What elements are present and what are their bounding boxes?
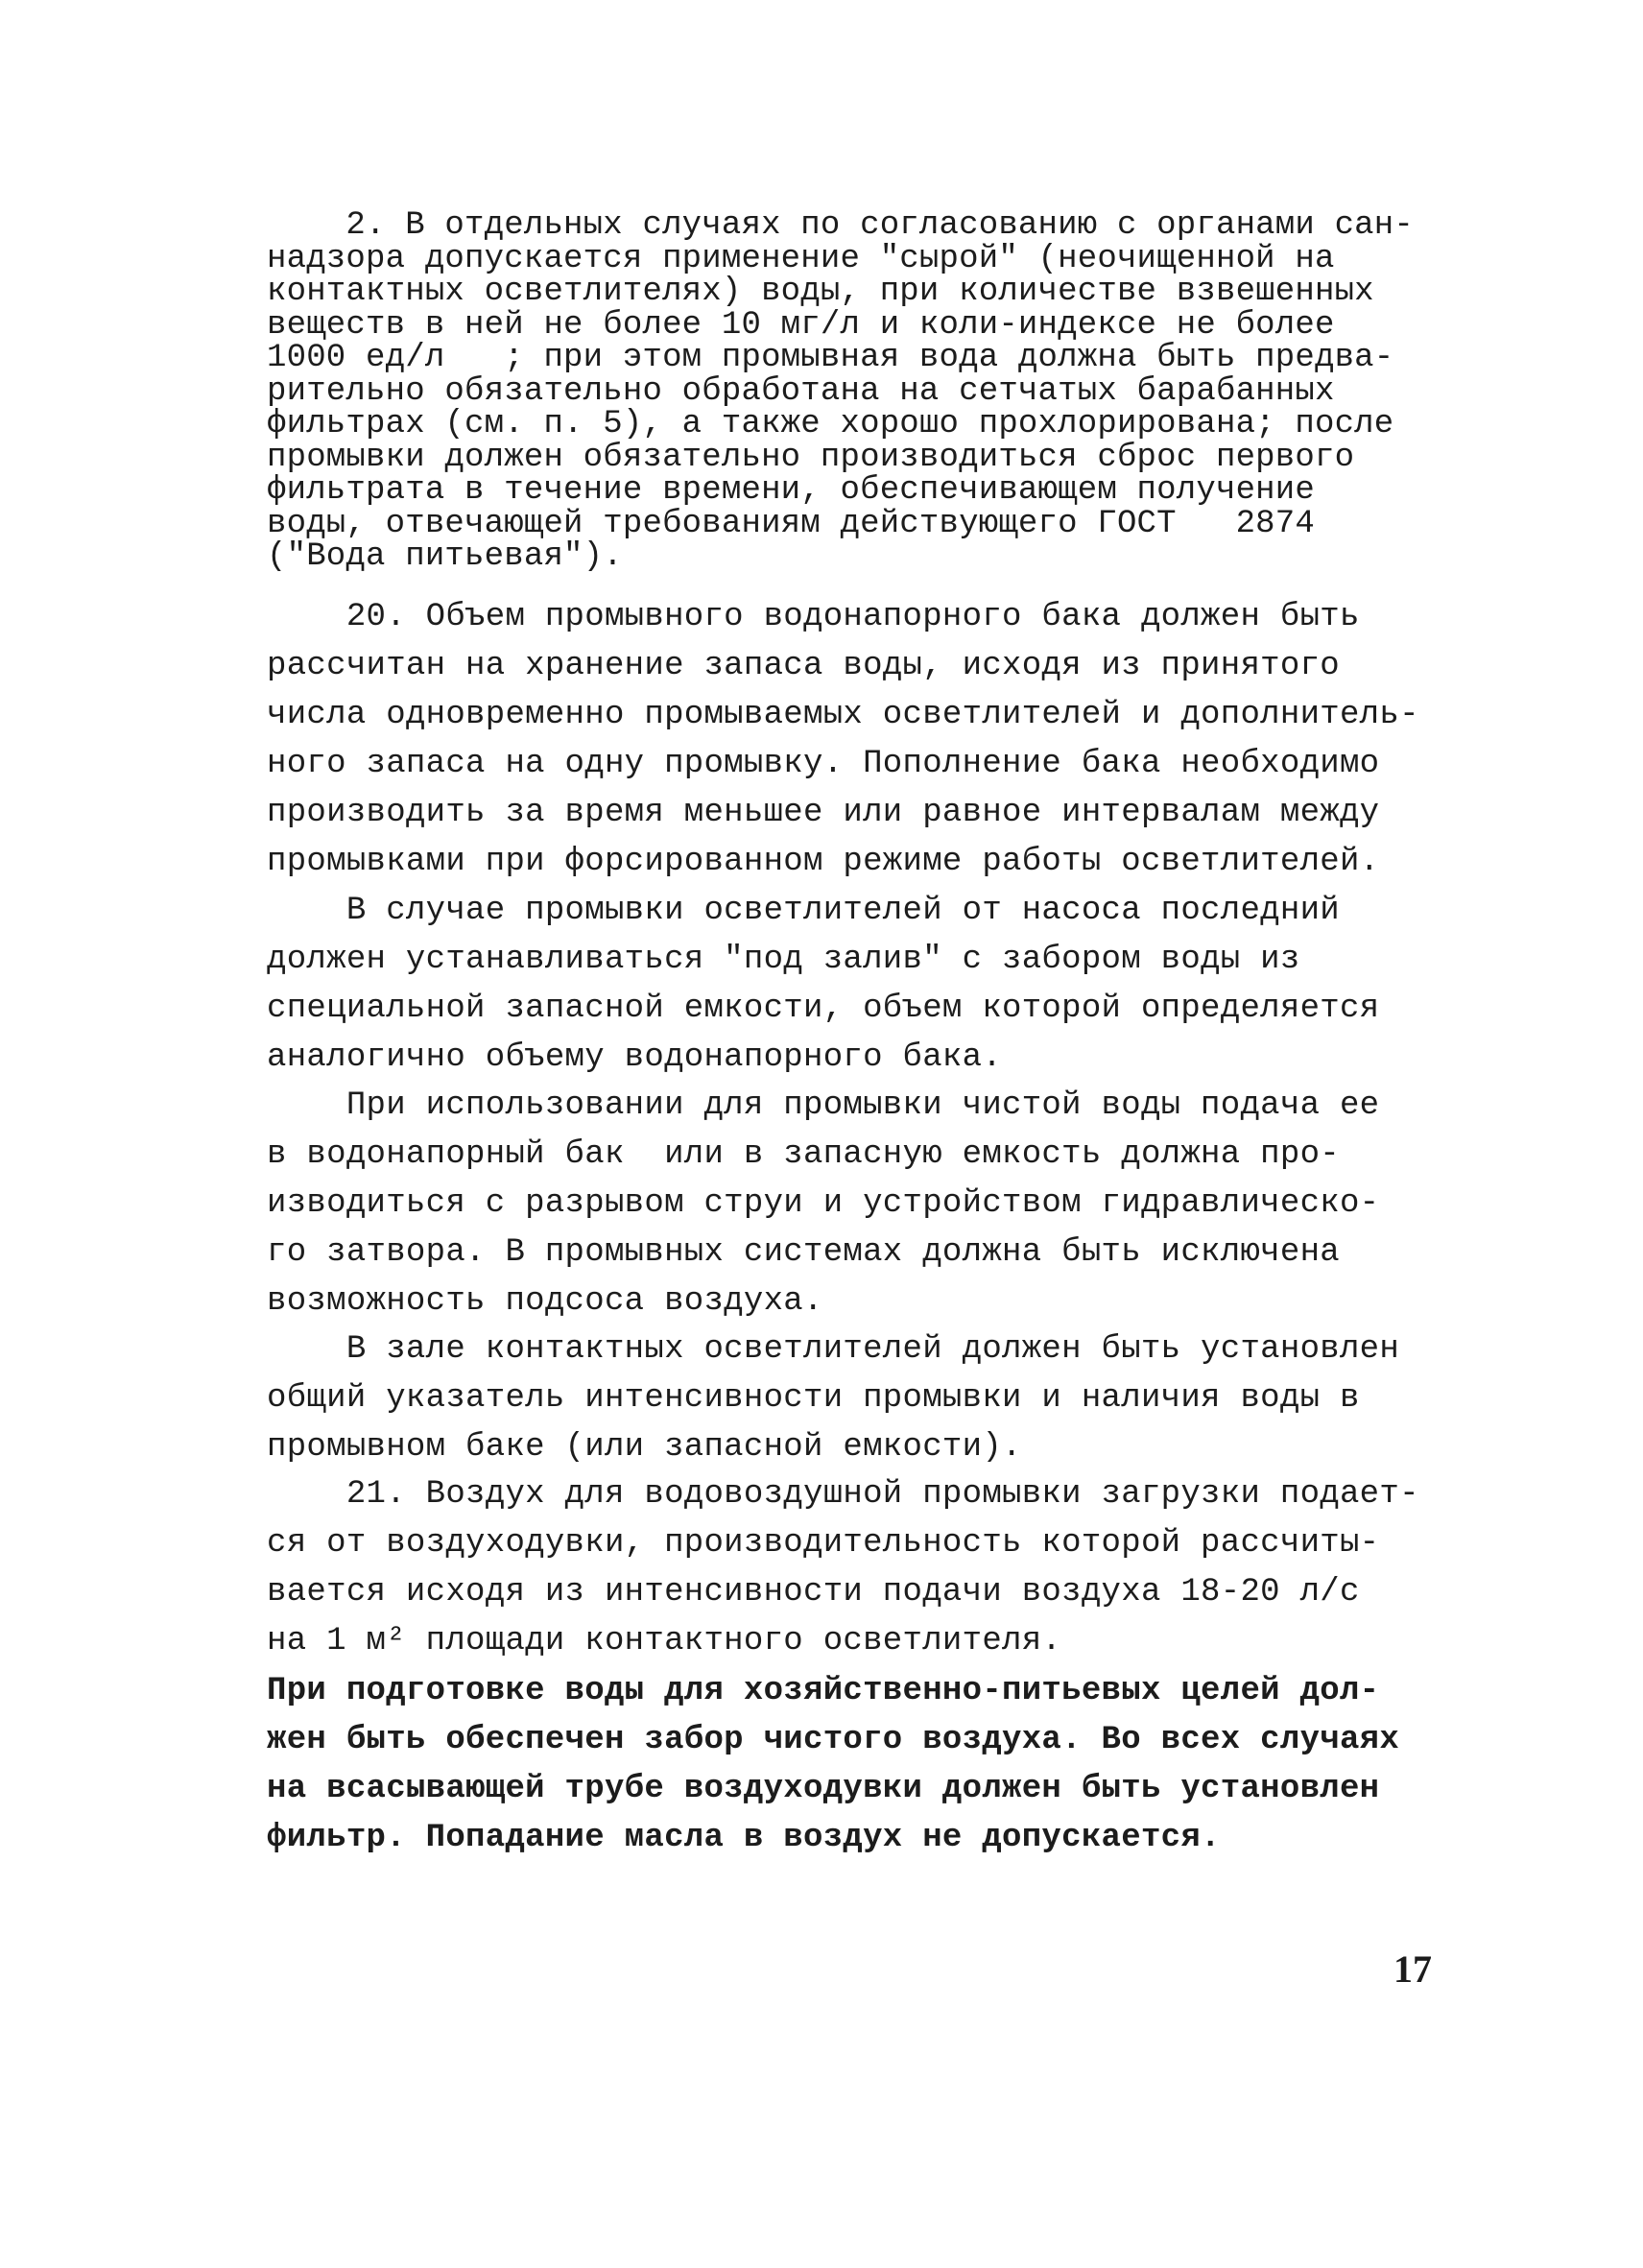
page-number: 17 bbox=[1393, 1947, 1432, 1991]
text-line: на 1 м² площади контактного осветлителя. bbox=[267, 1623, 1062, 1659]
text-line: аналогично объему водонапорного бака. bbox=[267, 1039, 1003, 1076]
text-line: изводиться с разрывом струи и устройством гидравлическо- bbox=[267, 1185, 1380, 1222]
text-line: 20. Объем промывного водонапорного бака должен быть bbox=[267, 599, 1360, 635]
text-line: рительно обязательно обработана на сетчатых барабанных bbox=[267, 372, 1335, 410]
text-line: 1000 ед/л ; при этом промывная вода должна быть предва- bbox=[267, 340, 1394, 376]
text-line: промывками при форсированном режиме работы осветлителей. bbox=[267, 844, 1380, 880]
text-line: В зале контактных осветлителей должен быть установлен bbox=[267, 1331, 1400, 1368]
paragraph-20 bbox=[267, 593, 1419, 887]
text-line: надзора допускается применение "сырой" (неочищенной на bbox=[267, 240, 1335, 277]
text-line: 2. В отдельных случаях по согласованию с органами сан- bbox=[267, 207, 1414, 244]
text-line: При подготовке воды для хозяйственно-питьевых целей дол- bbox=[267, 1673, 1380, 1709]
text-line: ного запаса на одну промывку. Пополнение бака необходимо bbox=[267, 746, 1380, 782]
text-line: на всасывающей трубе воздуходувки должен быть установлен bbox=[267, 1771, 1380, 1807]
paragraph-clean-water bbox=[267, 1082, 1399, 1326]
paragraph-21 bbox=[267, 1470, 1419, 1666]
text-line: в водонапорный бак или в запасную емкость должна про- bbox=[267, 1136, 1340, 1173]
text-line: фильтрата в течение времени, обеспечивающем получение bbox=[267, 472, 1315, 509]
text-line: промывном баке (или запасной емкости). bbox=[267, 1429, 1022, 1466]
text-line: В случае промывки осветлителей от насоса последний bbox=[267, 893, 1340, 929]
text-line: 21. Воздух для водовоздушной промывки загрузки подает- bbox=[267, 1476, 1419, 1513]
paragraph-air-filter bbox=[267, 1667, 1399, 1863]
text-line: рассчитан на хранение запаса воды, исходя из принятого bbox=[267, 648, 1340, 684]
text-line: промывки должен обязательно производиться сброс первого bbox=[267, 439, 1355, 476]
text-line: фильтрах (см. п. 5), а также хорошо прохлорирована; после bbox=[267, 406, 1394, 442]
text-line: числа одновременно промываемых осветлителей и дополнитель- bbox=[267, 697, 1419, 733]
text-line: ("Вода питьевая"). bbox=[267, 538, 623, 575]
text-line: должен устанавливаться "под залив" с забором воды из bbox=[267, 942, 1300, 978]
text-line: ся от воздуходувки, производительность которой рассчиты- bbox=[267, 1525, 1380, 1562]
text-line: фильтр. Попадание масла в воздух не допускается. bbox=[267, 1820, 1221, 1856]
text-line: жен быть обеспечен забор чистого воздуха. Во всех случаях bbox=[267, 1722, 1400, 1758]
text-line: веществ в ней не более 10 мг/л и коли-индексе не более bbox=[267, 306, 1335, 344]
text-line: При использовании для промывки чистой воды подача ее bbox=[267, 1087, 1380, 1124]
text-line: воды, отвечающей требованиям действующего ГОСТ 2874 bbox=[267, 505, 1315, 542]
text-line: вается исходя из интенсивности подачи воздуха 18-20 л/с bbox=[267, 1574, 1360, 1611]
paragraph-indicator bbox=[267, 1325, 1399, 1472]
text-line: возможность подсоса воздуха. bbox=[267, 1283, 823, 1320]
text-line: контактных осветлителях) воды, при количестве взвешенных bbox=[267, 274, 1374, 310]
text-line: общий указатель интенсивности промывки и наличия воды в bbox=[267, 1380, 1360, 1417]
text-line: го затвора. В промывных системах должна быть исключена bbox=[267, 1234, 1340, 1271]
paragraph-pump-supply bbox=[267, 887, 1399, 1083]
text-line: производить за время меньшее или равное интервалам между bbox=[267, 795, 1380, 831]
text-line: специальной запасной емкости, объем которой определяется bbox=[267, 991, 1380, 1027]
section-2-note bbox=[267, 207, 1414, 575]
